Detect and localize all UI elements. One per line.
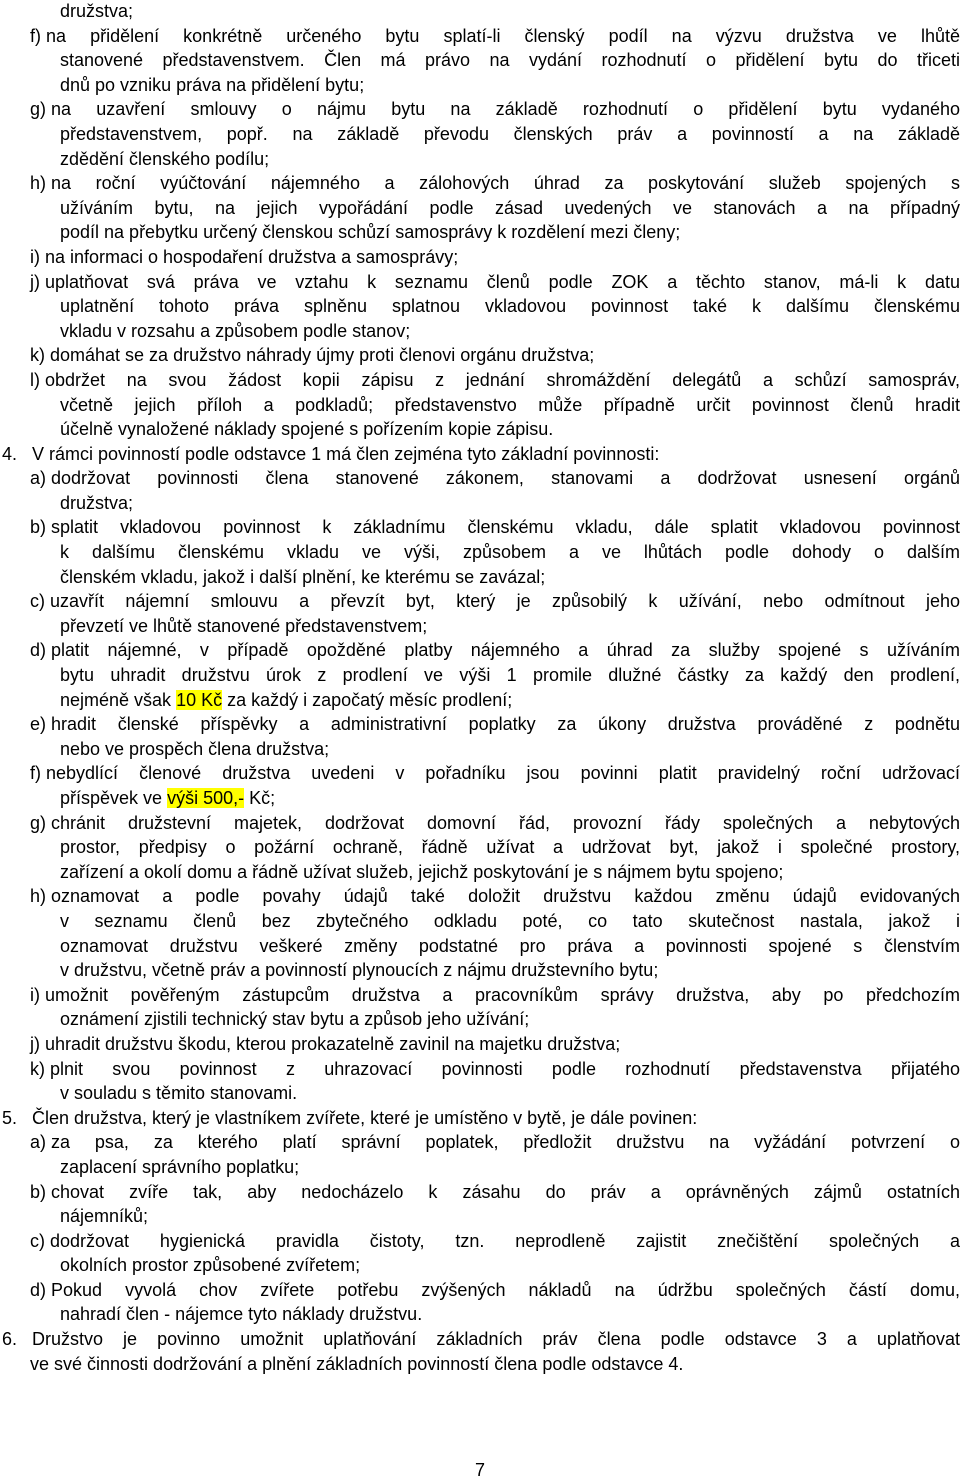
text-line: družstva; xyxy=(60,1,134,21)
text-line: zařízení a okolí domu a řádně užívat služeb, jejichž poskytování je s nájmem bytu spojeno; xyxy=(60,861,784,882)
text-segment: Kč; xyxy=(244,788,276,808)
item-label: b) xyxy=(30,517,52,538)
text-line: nebydlící členové družstva uvedeni v pořadníku jsou povinni platit pravidelný roční udržovací xyxy=(46,763,960,784)
list-item-e xyxy=(0,712,960,737)
text-line: oznamovat družstvu veškeré změny podstatné pro práva a povinnosti spojené s členstvím xyxy=(60,935,960,956)
text-line: oznámení zjistili technický stav bytu a způsob jeho užívání; xyxy=(60,1009,530,1030)
text-line: dnů po vzniku práva na přidělení bytu; xyxy=(60,74,365,95)
item-label: f) xyxy=(30,25,46,46)
text-line: uplatnění tohoto práva splněnu splatnou vkladovou povinnost také k dalšímu členskému xyxy=(60,296,960,317)
list-item-h xyxy=(0,171,960,196)
list-item-i: i) na informaci o hospodaření družstva a samosprávy; xyxy=(30,246,459,267)
page-number: 7 xyxy=(474,1460,485,1480)
text-line: prostor, předpisy o požární ochraně, řádně užívat a udržovat byt, jakož i společné prostory, xyxy=(60,837,960,858)
text-line: okolních prostor způsobené zvířetem; xyxy=(60,1255,361,1276)
text-line: představenstvem, popř. na základě převodu členských práv a povinností a na základě xyxy=(60,123,960,144)
text-line xyxy=(0,688,960,713)
section-heading: Člen družstva, který je vlastníkem zvířete, které je umístěno v bytě, je dále povinen: xyxy=(32,1107,698,1128)
item-label: h) xyxy=(30,173,52,194)
text-line: Pokud vyvolá chov zvířete potřebu zvýšených nákladů na údržbu společných částí domu, xyxy=(51,1279,960,1300)
item-label: d) xyxy=(30,640,52,661)
list-item-c3 xyxy=(0,1229,960,1254)
text-line: v družstvu, včetně práv a povinností plynoucích z nájmu družstevního bytu; xyxy=(60,960,659,981)
text-line: v souladu s těmito stanovami. xyxy=(60,1083,298,1104)
list-item-f2 xyxy=(0,761,960,786)
list-item-g xyxy=(0,97,960,122)
item-label: g) xyxy=(30,99,52,120)
text-line: umožnit pověřeným zástupcům družstva a pracovníkům správy družstva, aby po předchozím xyxy=(45,984,960,1005)
item-label: j) xyxy=(30,271,45,292)
text-line: splatit vkladovou povinnost k základnímu členskému vkladu, dále splatit vkladovou povinnost xyxy=(51,517,960,538)
item-label: a) xyxy=(30,468,52,489)
highlighted-amount: 10 Kč xyxy=(176,689,223,710)
text-line: bytu uhradit družstvu úrok z prodlení ve výši 1 promile dlužné částky za každý den prodlení, xyxy=(60,665,960,686)
text-line: účelně vynaložené náklady spojené s pořízením kopie zápisu. xyxy=(60,419,554,440)
text-line: užíváním bytu, na jejich vypořádání podle zásad uvedených ve stanovách a na případný xyxy=(60,197,960,218)
list-item-d3 xyxy=(0,1278,960,1303)
item-label: g) xyxy=(30,812,52,833)
list-item-f xyxy=(0,24,960,49)
list-item-j xyxy=(0,270,960,295)
list-item-a xyxy=(0,466,960,491)
section-heading: Družstvo je povinno umožnit uplatňování základních práv člena podle odstavce 3 a uplatňovat xyxy=(32,1329,960,1350)
item-label: h) xyxy=(30,886,52,907)
text-line: na roční vyúčtování nájemného a zálohových úhrad za poskytování služeb spojených s xyxy=(51,173,960,194)
text-line: dodržovat povinnosti člena stanovené zákonem, stanovami a dodržovat usnesení orgánů xyxy=(51,468,960,489)
item-label: b) xyxy=(30,1181,52,1202)
section-heading: V rámci povinností podle odstavce 1 má člen zejména tyto základní povinnosti: xyxy=(32,443,660,464)
list-item-c xyxy=(0,589,960,614)
text-line: nahradí člen - nájemce tyto náklady družstvu. xyxy=(60,1304,423,1325)
list-item-g2 xyxy=(0,811,960,836)
text-line: chovat zvíře tak, aby nedocházelo k zásahu do práv a oprávněných zájmů ostatních xyxy=(51,1181,960,1202)
list-item-i2 xyxy=(0,983,960,1008)
text-line: za psa, za kterého platí správní poplatek, předložit družstvu na vyžádání potvrzení o xyxy=(51,1132,960,1153)
text-segment: nejméně však xyxy=(60,689,177,710)
section-5 xyxy=(0,1106,960,1131)
list-item-a3 xyxy=(0,1130,960,1155)
text-line: platit nájemné, v případě opožděné platby nájemného a úhrad za služby spojené s užíváním xyxy=(51,640,960,661)
text-line: převzetí ve lhůtě stanovené představenstvem; xyxy=(60,615,428,636)
text-line: na přidělení konkrétně určeného bytu splatí-li členský podíl na výzvu družstva ve lhůtě xyxy=(46,25,960,46)
item-label: c) xyxy=(30,1230,50,1251)
item-label: k) xyxy=(30,1058,50,1079)
item-label: i) xyxy=(30,984,45,1005)
text-line: uzavřít nájemní smlouvu a převzít byt, který je způsobilý k užívání, nebo odmítnout jeho xyxy=(50,591,960,612)
text-line: obdržet na svou žádost kopii zápisu z jednání shromáždění delegátů a schůzí samospráv, xyxy=(45,369,960,390)
text-line: oznamovat a podle povahy údajů také doložit družstvu každou změnu údajů evidovaných xyxy=(51,886,960,907)
text-segment: za každý i započatý měsíc prodlení; xyxy=(222,689,513,710)
list-item-j2: j) uhradit družstvu škodu, kterou prokazatelně zavinil na majetku družstva; xyxy=(30,1033,621,1054)
section-6 xyxy=(0,1327,960,1352)
item-label: e) xyxy=(30,714,52,735)
text-line: nebo ve prospěch člena družstva; xyxy=(60,738,330,759)
section-number: 4. xyxy=(2,443,18,464)
list-item-k: k) domáhat se za družstvo náhrady újmy proti členovi orgánu družstva; xyxy=(30,345,595,366)
section-number: 5. xyxy=(2,1107,18,1128)
list-item-k2 xyxy=(0,1057,960,1082)
list-item-d xyxy=(0,638,960,663)
item-label: d) xyxy=(30,1279,52,1300)
list-item-h2 xyxy=(0,884,960,909)
item-label: c) xyxy=(30,591,50,612)
text-line: chránit družstevní majetek, dodržovat domovní řád, provozní řády společných a nebytových xyxy=(51,812,960,833)
section-number: 6. xyxy=(2,1329,18,1350)
text-line: včetně jejich příloh a podkladů; představenstvo může případně určit povinnost členů hradit xyxy=(60,394,960,415)
item-label: l) xyxy=(30,369,45,390)
text-line: ve své činnosti dodržování a plnění základních povinností člena podle odstavce 4. xyxy=(30,1353,684,1374)
text-line: hradit členské příspěvky a administrativní poplatky za úkony družstva prováděné z podnětu xyxy=(51,714,960,735)
text-line: zaplacení správního poplatku; xyxy=(60,1156,300,1177)
text-line: stanovené představenstvem. Člen má právo na vydání rozhodnutí o přidělení bytu do třiceti xyxy=(60,50,960,71)
text-line: k dalšímu členskému vkladu ve výši, způsobem a ve lhůtách podle dohody o dalším xyxy=(60,542,960,563)
list-item-b3 xyxy=(0,1180,960,1205)
text-line: plnit svou povinnost z uhrazovací povinnosti podle rozhodnutí představenstva přijatého xyxy=(50,1058,960,1079)
text-line: vkladu v rozsahu a způsobem podle stanov; xyxy=(60,320,411,341)
text-line: na uzavření smlouvy o nájmu bytu na základě rozhodnutí o přidělení bytu vydaného xyxy=(51,99,960,120)
section-4 xyxy=(0,442,960,467)
text-line: podíl na přebytku určený členskou schůzí samosprávy k rozdělení mezi členy; xyxy=(60,222,681,243)
list-item-l xyxy=(0,368,960,393)
text-line: uplatňovat svá práva ve vztahu k seznamu členů podle ZOK a těchto stanov, má-li k datu xyxy=(45,271,960,292)
text-line xyxy=(0,786,960,811)
text-segment: příspěvek ve xyxy=(60,788,168,808)
text-line: zdědění členského podílu; xyxy=(60,148,270,169)
text-line: členském vkladu, jakož i další plnění, ke kterému se zavázal; xyxy=(60,566,546,587)
list-item-b xyxy=(0,515,960,540)
text-line: družstva; xyxy=(60,492,134,513)
text-line: dodržovat hygienická pravidla čistoty, tzn. neprodleně zajistit znečištění společných a xyxy=(50,1230,960,1251)
text-line: nájemníků; xyxy=(60,1206,149,1227)
text-line: v seznamu členů bez zbytečného odkladu poté, co tato skutečnost nastala, jakož i xyxy=(60,910,960,931)
highlighted-amount: výši 500,- xyxy=(167,788,245,808)
item-label: f) xyxy=(30,763,46,784)
item-label: a) xyxy=(30,1132,52,1153)
